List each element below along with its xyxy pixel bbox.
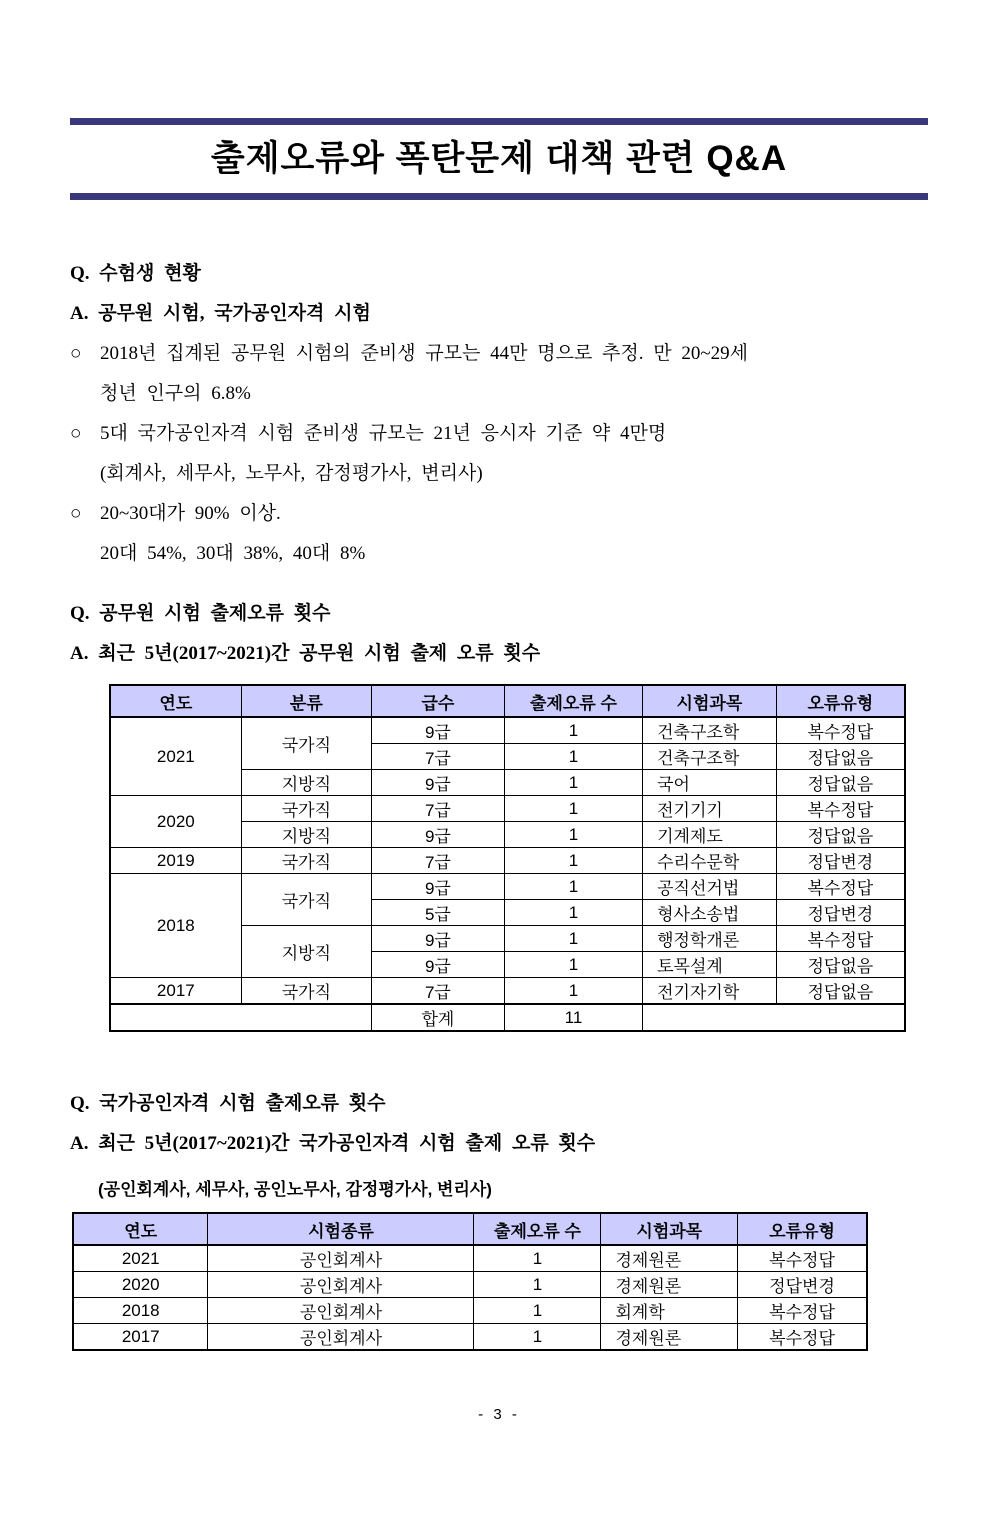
bullet-text: 2018년 집계된 공무원 시험의 준비생 규모는 44만 명으로 추정. 만 20~29세 [100, 343, 749, 364]
answer-line: A. 공무원 시험, 국가공인자격 시험 [70, 303, 371, 324]
table-cell-category: 국가직 [241, 978, 371, 1005]
header-error-type: 오류유형 [738, 1213, 867, 1245]
bullet-item [70, 494, 928, 534]
header-subject: 시험과목 [601, 1213, 738, 1245]
table-cell-grade: 7급 [372, 744, 505, 770]
table-cell-grade: 5급 [372, 900, 505, 926]
table-cell-count: 1 [474, 1245, 601, 1272]
table-cell-subject: 형사소송법 [643, 900, 777, 926]
civil-service-error-table [109, 684, 906, 1032]
header-grade: 급수 [372, 685, 505, 717]
table-cell-grade: 7급 [372, 848, 505, 874]
table-cell-type: 정답없음 [776, 744, 905, 770]
question-line: Q. 수험생 현황 [70, 263, 201, 284]
table-cell-year: 2021 [73, 1245, 208, 1272]
table-cell-type: 복수정답 [738, 1245, 867, 1272]
table-cell-type: 복수정답 [776, 874, 905, 900]
license-exam-error-table [72, 1212, 868, 1351]
table-row [73, 1245, 867, 1272]
table-cell-subject: 전기기기 [643, 796, 777, 822]
table-cell-exam-kind: 공인회계사 [208, 1272, 474, 1298]
header-error-count: 출제오류 수 [474, 1213, 601, 1245]
table-header-row [73, 1213, 867, 1245]
table-row [110, 848, 905, 874]
table-cell-total-count: 11 [504, 1004, 642, 1031]
table-cell-type: 복수정답 [776, 926, 905, 952]
title-rule-bottom [70, 193, 928, 200]
table-cell-category: 국가직 [241, 796, 371, 822]
table-cell-year: 2020 [73, 1272, 208, 1298]
table-cell-total-label: 합계 [372, 1004, 505, 1031]
document-title: 출제오류와 폭탄문제 대책 관련 Q&A [210, 139, 788, 178]
header-error-count: 출제오류 수 [504, 685, 642, 717]
table-cell-subject: 행정학개론 [643, 926, 777, 952]
table-cell-category: 국가직 [241, 848, 371, 874]
table-row [110, 874, 905, 900]
table-cell-year: 2018 [110, 874, 241, 978]
document-page [0, 118, 992, 1423]
bullet-marker: ○ [70, 503, 82, 524]
table-cell-grade: 9급 [372, 717, 505, 744]
table-cell-exam-kind: 공인회계사 [208, 1324, 474, 1351]
table-row [110, 978, 905, 1005]
bullet-item [70, 334, 928, 374]
table-cell-subject: 경제원론 [601, 1272, 738, 1298]
table-cell-exam-kind: 공인회계사 [208, 1298, 474, 1324]
table-cell-year: 2018 [73, 1298, 208, 1324]
table-cell-type: 복수정답 [738, 1324, 867, 1351]
section-license-exam-errors [70, 1084, 928, 1351]
table-cell-count: 1 [504, 900, 642, 926]
table-cell-type: 정답없음 [776, 770, 905, 796]
section-examinee-status [70, 254, 928, 574]
table-row [110, 796, 905, 822]
bullet-item [70, 414, 928, 454]
table-cell-type: 정답없음 [776, 822, 905, 848]
table-cell-subject: 토목설계 [643, 952, 777, 978]
table-cell-count: 1 [504, 874, 642, 900]
table-cell-count: 1 [474, 1324, 601, 1351]
table-cell-empty [110, 1004, 372, 1031]
table-cell-grade: 7급 [372, 978, 505, 1005]
header-year: 연도 [110, 685, 241, 717]
table-cell-count: 1 [504, 770, 642, 796]
header-year: 연도 [73, 1213, 208, 1245]
table-cell-grade: 9급 [372, 952, 505, 978]
table-cell-type: 정답변경 [776, 848, 905, 874]
table-cell-grade: 9급 [372, 874, 505, 900]
table-cell-count: 1 [504, 978, 642, 1005]
table-cell-subject: 공직선거법 [643, 874, 777, 900]
bullet-continuation: 청년 인구의 6.8% [100, 383, 251, 404]
table-cell-type: 정답없음 [776, 978, 905, 1005]
table-cell-count: 1 [504, 952, 642, 978]
table-header-row [110, 685, 905, 717]
table-cell-count: 1 [474, 1298, 601, 1324]
table-cell-category: 지방직 [241, 770, 371, 796]
table-cell-count: 1 [504, 796, 642, 822]
header-category: 분류 [241, 685, 371, 717]
bullet-marker: ○ [70, 423, 82, 444]
table-cell-type: 복수정답 [776, 796, 905, 822]
bullet-marker: ○ [70, 343, 82, 364]
header-exam-kind: 시험종류 [208, 1213, 474, 1245]
table-cell-count: 1 [474, 1272, 601, 1298]
table-cell-type: 정답없음 [776, 952, 905, 978]
table-cell-subject: 건축구조학 [643, 717, 777, 744]
question-line: Q. 공무원 시험 출제오류 횟수 [70, 603, 331, 624]
title-banner [70, 118, 928, 200]
section-civil-service-errors [70, 594, 928, 1032]
page-number: - 3 - [478, 1406, 520, 1423]
bullet-continuation: 20대 54%, 30대 38%, 40대 8% [100, 543, 366, 564]
header-subject: 시험과목 [643, 685, 777, 717]
table-cell-year: 2019 [110, 848, 241, 874]
answer-line: A. 최근 5년(2017~2021)간 국가공인자격 시험 출제 오류 횟수 [70, 1133, 596, 1154]
table-cell-grade: 9급 [372, 926, 505, 952]
table-cell-grade: 7급 [372, 796, 505, 822]
table-row [73, 1324, 867, 1351]
table-cell-year: 2017 [110, 978, 241, 1005]
header-error-type: 오류유형 [776, 685, 905, 717]
bullet-text: 5대 국가공인자격 시험 준비생 규모는 21년 응시자 기준 약 4만명 [100, 423, 667, 444]
table-cell-type: 정답변경 [776, 900, 905, 926]
exam-list-note: (공인회계사, 세무사, 공인노무사, 감정평가사, 변리사) [98, 1180, 492, 1199]
table-row [73, 1298, 867, 1324]
table-cell-type: 정답변경 [738, 1272, 867, 1298]
bullet-text: 20~30대가 90% 이상. [100, 503, 281, 524]
table-cell-count: 1 [504, 926, 642, 952]
table-cell-year: 2020 [110, 796, 241, 848]
table-cell-subject: 국어 [643, 770, 777, 796]
table-cell-category: 지방직 [241, 926, 371, 978]
table-row [73, 1272, 867, 1298]
table-cell-subject: 경제원론 [601, 1245, 738, 1272]
table-cell-grade: 9급 [372, 770, 505, 796]
table-row [110, 717, 905, 744]
table-cell-exam-kind: 공인회계사 [208, 1245, 474, 1272]
table-cell-grade: 9급 [372, 822, 505, 848]
table-cell-count: 1 [504, 744, 642, 770]
question-line: Q. 국가공인자격 시험 출제오류 횟수 [70, 1093, 386, 1114]
answer-line: A. 최근 5년(2017~2021)간 공무원 시험 출제 오류 횟수 [70, 643, 541, 664]
bullet-continuation: (회계사, 세무사, 노무사, 감정평가사, 변리사) [100, 463, 483, 484]
table-cell-subject: 경제원론 [601, 1324, 738, 1351]
table-cell-count: 1 [504, 848, 642, 874]
table-total-row [110, 1004, 905, 1031]
table-cell-subject: 기계제도 [643, 822, 777, 848]
table-cell-category: 지방직 [241, 822, 371, 848]
table-cell-year: 2021 [110, 717, 241, 796]
table-cell-category: 국가직 [241, 717, 371, 770]
table-cell-category: 국가직 [241, 874, 371, 926]
table-cell-subject: 회계학 [601, 1298, 738, 1324]
table-cell-count: 1 [504, 717, 642, 744]
table-cell-year: 2017 [73, 1324, 208, 1351]
title-rule-top [70, 118, 928, 125]
table-cell-empty [643, 1004, 905, 1031]
table-cell-type: 복수정답 [738, 1298, 867, 1324]
table-cell-type: 복수정답 [776, 717, 905, 744]
table-cell-subject: 수리수문학 [643, 848, 777, 874]
table-cell-subject: 전기자기학 [643, 978, 777, 1005]
table-cell-count: 1 [504, 822, 642, 848]
table-cell-subject: 건축구조학 [643, 744, 777, 770]
